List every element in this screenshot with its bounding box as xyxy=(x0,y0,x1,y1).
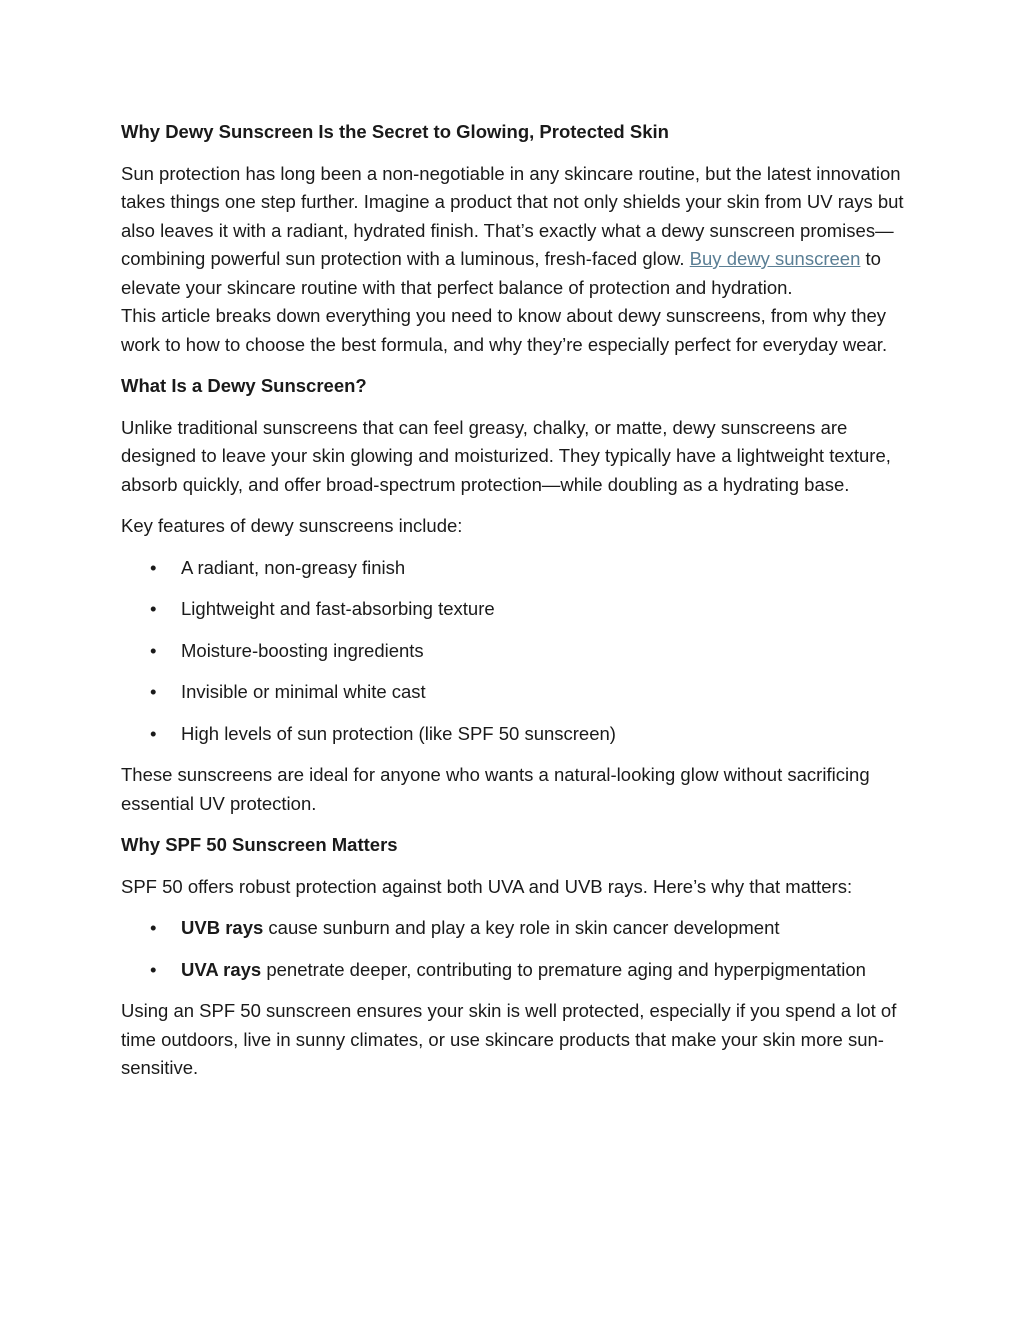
list-item xyxy=(121,956,911,985)
uva-description: penetrate deeper, contributing to premature aging and hyperpigmentation xyxy=(266,958,866,980)
section1-closing: These sunscreens are ideal for anyone who wants a natural-looking glow without sacrificing essential UV protection. xyxy=(121,764,870,814)
section1-paragraph: Unlike traditional sunscreens that can feel greasy, chalky, or matte, dewy sunscreens are designed to leave your skin glowing and moisturized. They typically have a lightweight texture, absorb quickly, and offer broad-spectrum protection—while doubling as a hydrating base. xyxy=(121,416,891,495)
list-item xyxy=(121,720,911,749)
section2-intro: SPF 50 offers robust protection against both UVA and UVB rays. Here’s why that matters: xyxy=(121,875,853,897)
features-intro: Key features of dewy sunscreens include: xyxy=(121,515,463,536)
buy-dewy-sunscreen-link[interactable]: Buy dewy sunscreen xyxy=(689,248,861,269)
bullet-icon: • xyxy=(150,958,157,980)
list-item-text: High levels of sun protection (like SPF 50 sunscreen) xyxy=(181,722,616,744)
list-item xyxy=(121,637,911,666)
list-item-text: Lightweight and fast-absorbing texture xyxy=(181,598,495,619)
bullet-icon: • xyxy=(150,639,157,661)
section-heading-what-is: What Is a Dewy Sunscreen? xyxy=(121,375,367,396)
intro-second-paragraph: This article breaks down everything you need to know about dewy sunscreens, from why they work to how to choose the best formula, and why they’re especially perfect for everyday wear. xyxy=(121,305,888,355)
list-item-text: Invisible or minimal white cast xyxy=(181,681,426,702)
list-item xyxy=(121,914,911,943)
list-item-text: Moisture-boosting ingredients xyxy=(181,639,424,661)
uv-rays-list xyxy=(121,914,911,984)
intro-paragraph xyxy=(121,160,911,303)
uvb-description: cause sunburn and play a key role in skin cancer development xyxy=(268,917,780,938)
intro-text-after-link: to elevate your skincare routine with that perfect balance of protection and hydration. xyxy=(121,248,881,298)
intro-text-before-link: Sun protection has long been a non-negotiable in any skincare routine, but the latest innovation takes things one step further. Imagine a product that not only shields your skin from UV rays but also leaves it with a radiant, hydrated finish. That’s exactly what a dewy sunscreen promises—combining powerful sun protection with a luminous, fresh-faced glow. xyxy=(121,162,904,269)
bullet-icon: • xyxy=(150,722,157,744)
section2-closing: Using an SPF 50 sunscreen ensures your skin is well protected, especially if you spend a lot of time outdoors, live in sunny climates, or use skincare products that make your skin more sun-sensitive. xyxy=(121,1000,897,1078)
list-item xyxy=(121,678,911,707)
list-item xyxy=(121,595,911,624)
bullet-icon: • xyxy=(150,598,157,619)
section-heading-spf50: Why SPF 50 Sunscreen Matters xyxy=(121,834,398,855)
document-page xyxy=(121,118,911,1083)
article-title: Why Dewy Sunscreen Is the Secret to Glowing, Protected Skin xyxy=(121,121,669,142)
bullet-icon: • xyxy=(150,917,157,938)
list-item-text: A radiant, non-greasy finish xyxy=(181,556,406,578)
list-item xyxy=(121,554,911,583)
bullet-icon: • xyxy=(150,556,157,578)
uvb-term: UVB rays xyxy=(181,917,264,938)
features-list xyxy=(121,554,911,749)
uva-term: UVA rays xyxy=(181,958,262,980)
bullet-icon: • xyxy=(150,681,157,702)
